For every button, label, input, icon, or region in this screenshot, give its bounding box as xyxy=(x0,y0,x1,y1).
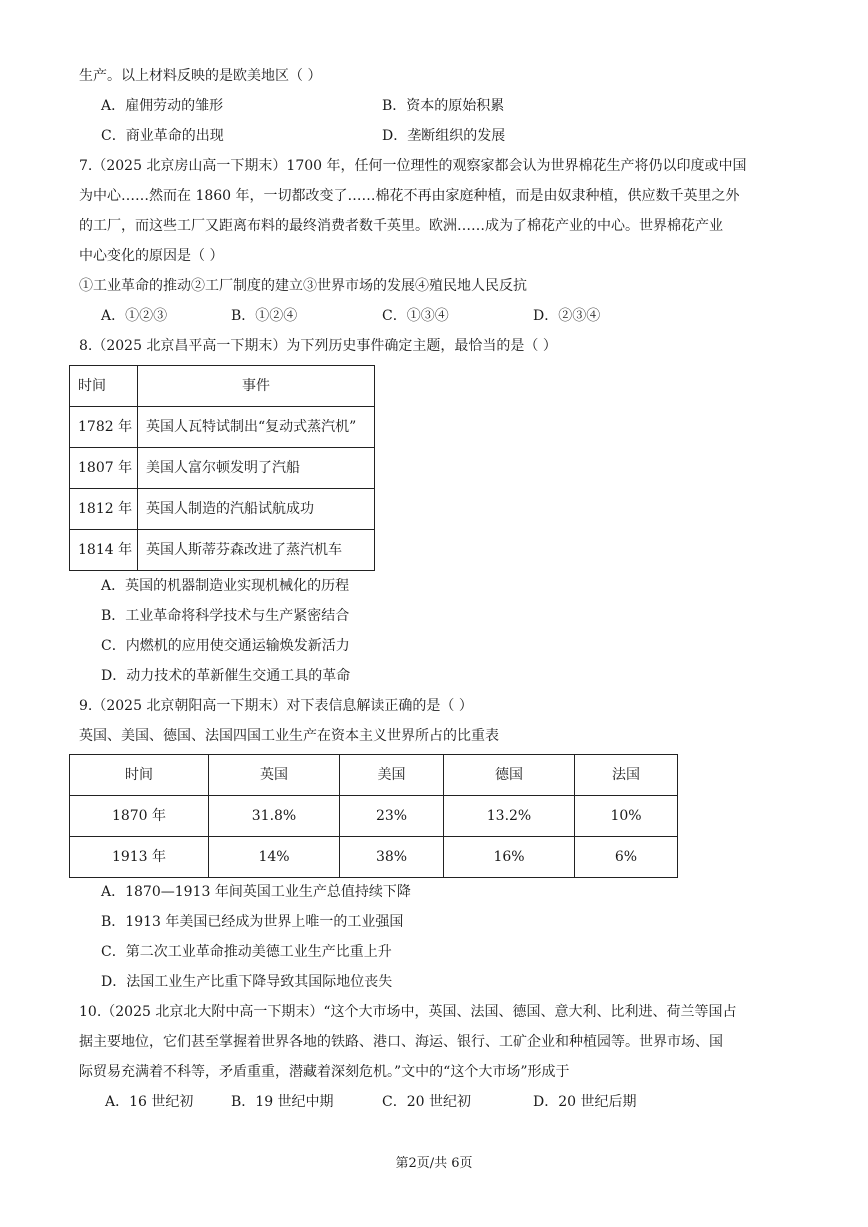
q9-table-caption: 英国、美国、德国、法国四国工业生产在资本主义世界所占的比重表 xyxy=(79,728,499,744)
q9-stem: 9.（2025 北京朝阳高一下期末）对下表信息解读正确的是（ ） xyxy=(79,698,473,714)
q6-option-a: A．雇佣劳动的雏形 xyxy=(101,98,224,114)
q10-stem-line-3: 际贸易充满着不科等，矛盾重重，潜藏着深刻危机。”文中的“这个大市场”形成于 xyxy=(79,1064,570,1080)
table-header-row xyxy=(70,366,375,407)
q7-option-d: D．②③④ xyxy=(533,308,601,324)
q10-option-c: C．20 世纪初 xyxy=(382,1094,471,1110)
table-header-cell: 时间 xyxy=(70,366,138,407)
q8-stem: 8.（2025 北京昌平高一下期末）为下列历史事件确定主题，最恰当的是（ ） xyxy=(79,338,557,354)
table-cell: 1782 年 xyxy=(70,407,138,448)
q7-stem-line-3: 的工厂，而这些工厂又距离布料的最终消费者数千英里。欧洲……成为了棉花产业的中心。世界棉花产业 xyxy=(79,218,723,234)
q7-factor-list: ①工业革命的推动②工厂制度的建立③世界市场的发展④殖民地人民反抗 xyxy=(79,278,527,294)
table-cell: 16% xyxy=(444,837,575,878)
table-cell: 38% xyxy=(340,837,444,878)
q7-stem-line-2: 为中心……然而在 1860 年，一切都改变了……棉花不再由家庭种植，而是由奴隶种植，供应数千英里之外 xyxy=(79,188,740,204)
table-row xyxy=(70,489,375,530)
q6-option-b: B．资本的原始积累 xyxy=(382,98,505,114)
table-cell: 英国人瓦特试制出“复动式蒸汽机” xyxy=(138,407,375,448)
table-cell: 英国人斯蒂芬森改进了蒸汽机车 xyxy=(138,530,375,571)
table-cell: 14% xyxy=(209,837,340,878)
q10-stem-line-1: 10.（2025 北京北大附中高一下期末）“这个大市场中，英国、法国、德国、意大利、比利进、荷兰等国占 xyxy=(79,1004,737,1020)
table-row xyxy=(70,530,375,571)
table-header-cell: 英国 xyxy=(209,755,340,796)
q7-option-c: C．①③④ xyxy=(382,308,449,324)
q8-option-b: B．工业革命将科学技术与生产紧密结合 xyxy=(101,608,350,624)
q8-option-a: A．英国的机器制造业实现机械化的历程 xyxy=(101,578,350,594)
table-header-row xyxy=(70,755,678,796)
table-cell: 13.2% xyxy=(444,796,575,837)
table-cell: 1913 年 xyxy=(70,837,209,878)
table-header-cell: 德国 xyxy=(444,755,575,796)
table-row xyxy=(70,796,678,837)
page-number: 第2页/共 6页 xyxy=(395,1156,473,1171)
q9-industry-share-table xyxy=(69,754,678,878)
table-cell: 1807 年 xyxy=(70,448,138,489)
table-cell: 美国人富尔顿发明了汽船 xyxy=(138,448,375,489)
table-row xyxy=(70,407,375,448)
table-cell: 1870 年 xyxy=(70,796,209,837)
q9-option-d: D．法国工业生产比重下降导致其国际地位丧失 xyxy=(101,974,393,990)
table-header-cell: 事件 xyxy=(138,366,375,407)
table-cell: 6% xyxy=(575,837,678,878)
table-header-cell: 美国 xyxy=(340,755,444,796)
q10-option-b: B．19 世纪中期 xyxy=(231,1094,334,1110)
q7-stem-line-4: 中心变化的原因是（ ） xyxy=(79,248,224,264)
q6-option-c: C．商业革命的出现 xyxy=(101,128,224,144)
table-cell: 1814 年 xyxy=(70,530,138,571)
q7-option-b: B．①②④ xyxy=(231,308,298,324)
table-cell: 1812 年 xyxy=(70,489,138,530)
q10-option-d: D．20 世纪后期 xyxy=(533,1094,637,1110)
q6-stem-tail: 生产。以上材料反映的是欧美地区（ ） xyxy=(79,68,322,84)
q8-option-c: C．内燃机的应用使交通运输焕发新活力 xyxy=(101,638,350,654)
table-header-cell: 时间 xyxy=(70,755,209,796)
q7-option-a: A．①②③ xyxy=(101,308,168,324)
table-header-cell: 法国 xyxy=(575,755,678,796)
table-cell: 31.8% xyxy=(209,796,340,837)
q8-event-table xyxy=(69,365,375,571)
q9-option-c: C．第二次工业革命推动美德工业生产比重上升 xyxy=(101,944,392,960)
table-cell: 23% xyxy=(340,796,444,837)
table-cell: 10% xyxy=(575,796,678,837)
table-row xyxy=(70,448,375,489)
q10-option-a: A．16 世纪初 xyxy=(105,1094,194,1110)
q7-stem-line-1: 7.（2025 北京房山高一下期末）1700 年，任何一位理性的观察家都会认为世界棉花生产将仍以印度或中国 xyxy=(79,158,747,174)
table-cell: 英国人制造的汽船试航成功 xyxy=(138,489,375,530)
q8-option-d: D．动力技术的革新催生交通工具的革命 xyxy=(101,668,351,684)
q6-option-d: D．垄断组织的发展 xyxy=(382,128,506,144)
q10-stem-line-2: 据主要地位，它们甚至掌握着世界各地的铁路、港口、海运、银行、工矿企业和种植园等。世界市场、国 xyxy=(79,1034,723,1050)
q9-option-b: B．1913 年美国已经成为世界上唯一的工业强国 xyxy=(101,914,404,930)
q9-option-a: A．1870—1913 年间英国工业生产总值持续下降 xyxy=(101,884,411,900)
table-row xyxy=(70,837,678,878)
